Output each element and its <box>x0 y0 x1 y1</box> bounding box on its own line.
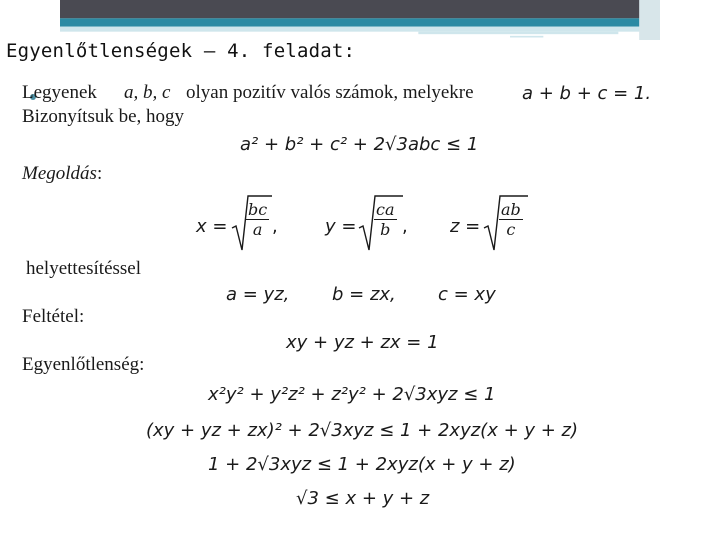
subst-z-frac <box>499 200 523 239</box>
solution-label: Megoldás: <box>22 163 103 184</box>
subst-y-den: b <box>380 220 391 239</box>
main-inequality: a² + b² + c² + 2√3abc ≤ 1 <box>240 134 479 155</box>
expr-c: c = xy <box>438 284 496 305</box>
step-2: (xy + yz + zx)² + 2√3xyz ≤ 1 + 2xyz(x + y + z) <box>146 420 579 441</box>
subst-x-num: bc <box>248 200 268 219</box>
substitution-word: helyettesítéssel <box>26 258 142 279</box>
subst-z-num: ab <box>501 200 521 219</box>
subst-y-num: ca <box>376 200 395 219</box>
subst-y-lhs: y = <box>325 216 357 237</box>
subst-z-den: c <box>506 220 516 239</box>
statement-middle: olyan pozitív valós számok, melyekre <box>186 82 474 103</box>
top-decoration-bar <box>0 0 720 40</box>
slide-title: Egyenlőtlenségek – 4. feladat: <box>6 40 356 62</box>
statement-prefix: Legyenek <box>22 82 97 103</box>
step-4: √3 ≤ x + y + z <box>296 488 430 509</box>
subst-x-den: a <box>252 220 263 239</box>
step-3: 1 + 2√3xyz ≤ 1 + 2xyz(x + y + z) <box>208 454 516 475</box>
subst-y-comma: , <box>402 216 408 237</box>
statement-vars: a, b, c <box>124 82 171 103</box>
step-1: x²y² + y²z² + z²y² + 2√3xyz ≤ 1 <box>208 384 496 405</box>
subst-z-lhs: z = <box>450 216 481 237</box>
subst-x-frac <box>246 200 269 239</box>
inequality-label: Egyenlőtlenség: <box>22 354 145 375</box>
expr-a: a = yz, <box>226 284 290 305</box>
condition-label: Feltétel: <box>22 306 85 327</box>
statement-line2: Bizonyítsuk be, hogy <box>22 106 185 127</box>
subst-y-frac <box>374 200 397 239</box>
subst-x-comma: , <box>272 216 278 237</box>
expr-b: b = zx, <box>332 284 396 305</box>
subst-x-lhs: x = <box>196 216 228 237</box>
statement-condition: a + b + c = 1. <box>522 83 652 104</box>
condition-equation: xy + yz + zx = 1 <box>286 332 439 353</box>
